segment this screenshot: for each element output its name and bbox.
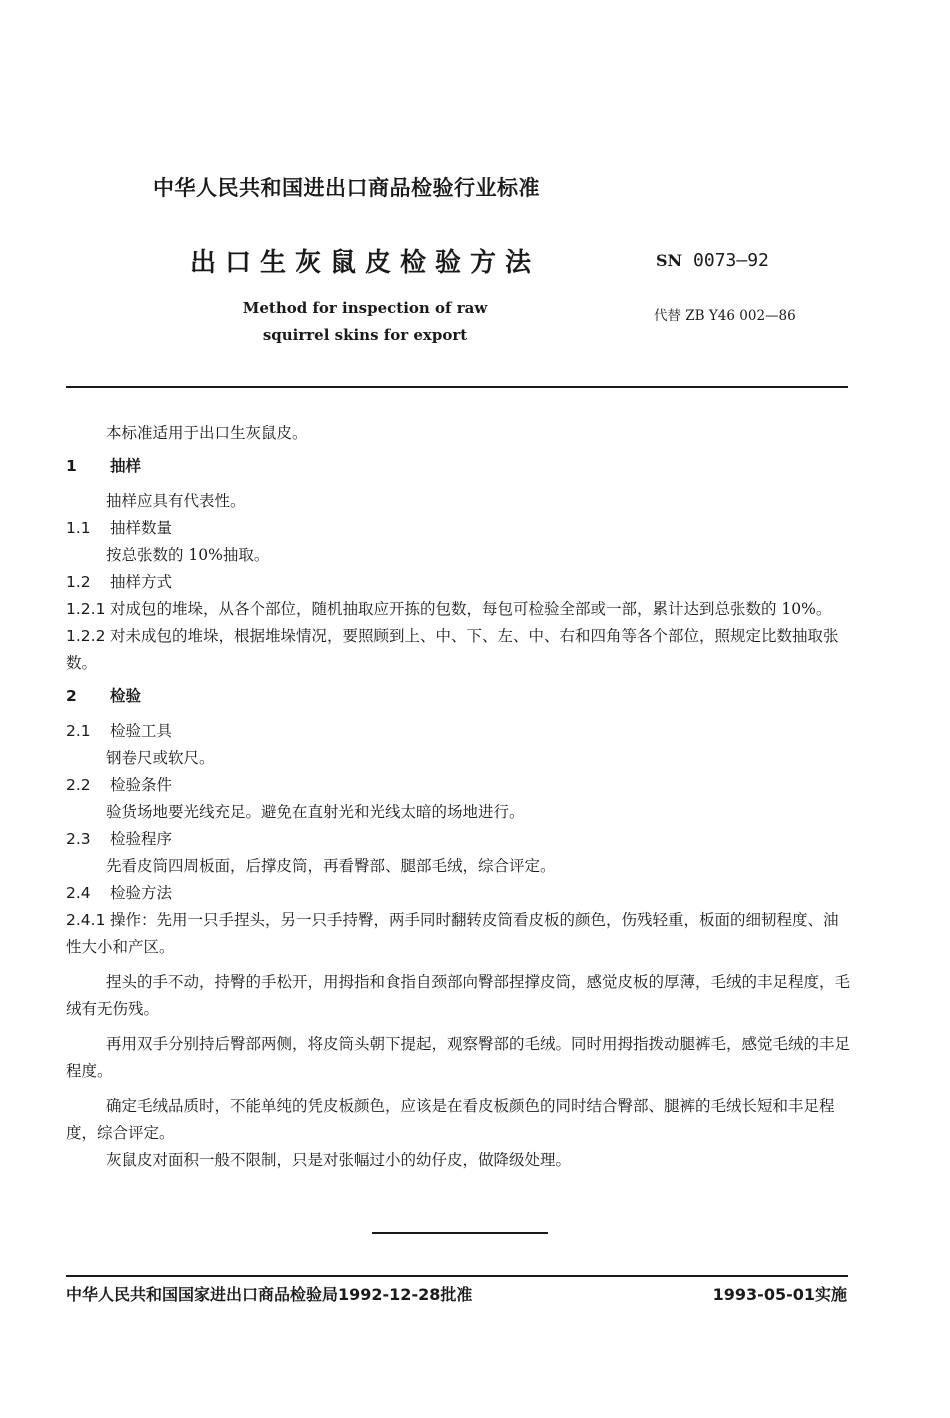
effective-date: 1993-05-01实施: [712, 1285, 847, 1304]
section-text: 对成包的堆垛，从各个部位，随机抽取应开拣的包数，每包可检验全部或一部，累计达到总张数的 10%。: [110, 600, 832, 618]
section-2-4-1: [66, 907, 850, 961]
section-number: 2.4: [66, 884, 91, 902]
footer-rule: [66, 1275, 848, 1277]
section-2-4-heading: [66, 880, 850, 907]
section-2-1-heading: [66, 718, 850, 745]
section-1-text: 抽样应具有代表性。: [106, 492, 246, 510]
document-body: [66, 420, 850, 1174]
section-1-1-text: 按总张数的 10%抽取。: [106, 546, 270, 564]
standard-prefix: SN: [656, 251, 683, 270]
paragraph-pinch: 捏头的手不动，持臀的手松开，用拇指和食指自颈部向臀部捏撑皮筒，感觉皮板的厚薄，毛绒的丰足程度，毛绒有无伤残。: [66, 973, 851, 1018]
section-2-3-text: 先看皮筒四周板面，后撑皮筒，再看臀部、腿部毛绒，综合评定。: [106, 857, 556, 875]
document-title-en: [220, 295, 510, 349]
approval-note: 中华人民共和国国家进出口商品检验局1992-12-28批准: [66, 1285, 473, 1304]
section-number: 1.2.2: [66, 627, 106, 645]
section-text: 对未成包的堆垛，根据堆垛情况，要照顾到上、中、下、左、中、右和四角等各个部位，照规定比数抽取张数。: [66, 627, 839, 672]
document-title-cn: 出口生灰鼠皮检验方法: [190, 248, 541, 278]
standard-code: 0073—92: [693, 250, 769, 271]
paragraph-lift: 再用双手分别持后臀部两侧，将皮筒头朝下提起，观察臀部的毛绒。同时用拇指拨动腿裤毛，感觉毛绒的丰足程度。: [66, 1035, 851, 1080]
section-title: 检验方法: [110, 884, 173, 902]
title-en-line1: Method for inspection of raw: [242, 299, 488, 317]
section-1-2-2: [66, 623, 850, 677]
replaces-note: 代替 ZB Y46 002—86: [654, 308, 796, 324]
section-title: 检验: [110, 687, 142, 705]
section-number: 2.2: [66, 776, 91, 794]
section-title: 检验工具: [110, 722, 173, 740]
section-1-2-heading: [66, 569, 850, 596]
section-title: 检验程序: [110, 830, 173, 848]
section-title: 检验条件: [110, 776, 173, 794]
section-number: 2.3: [66, 830, 91, 848]
section-1-1-heading: [66, 515, 850, 542]
title-en-line2: squirrel skins for export: [262, 326, 468, 344]
section-number: 2.4.1: [66, 911, 106, 929]
section-2-3-heading: [66, 826, 850, 853]
section-title: 抽样数量: [110, 519, 173, 537]
end-rule: [372, 1232, 548, 1234]
section-title: 抽样方式: [110, 573, 173, 591]
section-2-2-heading: [66, 772, 850, 799]
section-number: 1.2.1: [66, 600, 106, 618]
paragraph-quality: 确定毛绒品质时，不能单纯的凭皮板颜色，应该是在看皮板颜色的同时结合臀部、腿裤的毛绒长短和丰足程度，综合评定。: [66, 1097, 835, 1142]
section-number: 2: [66, 687, 77, 705]
section-2-2-text: 验货场地要光线充足。避免在直射光和光线太暗的场地进行。: [106, 803, 525, 821]
section-2-heading: [66, 683, 850, 710]
header-rule: [66, 386, 848, 388]
section-1-heading: [66, 453, 850, 480]
section-number: 2.1: [66, 722, 91, 740]
paragraph-area: 灰鼠皮对面积一般不限制，只是对张幅过小的幼仔皮，做降级处理。: [106, 1151, 572, 1169]
section-number: 1.1: [66, 519, 91, 537]
section-title: 抽样: [110, 457, 142, 475]
section-2-1-text: 钢卷尺或软尺。: [106, 749, 215, 767]
standard-number: [656, 250, 769, 271]
section-1-2-1: [66, 596, 850, 623]
section-number: 1: [66, 457, 77, 475]
section-number: 1.2: [66, 573, 91, 591]
section-text: 操作：先用一只手捏头，另一只手持臀，两手同时翻转皮筒看皮板的颜色，伤残轻重，板面的细韧程度、油性大小和产区。: [66, 911, 839, 956]
standard-organization: 中华人民共和国进出口商品检验行业标准: [153, 176, 540, 200]
scope-text: 本标准适用于出口生灰鼠皮。: [106, 424, 308, 442]
